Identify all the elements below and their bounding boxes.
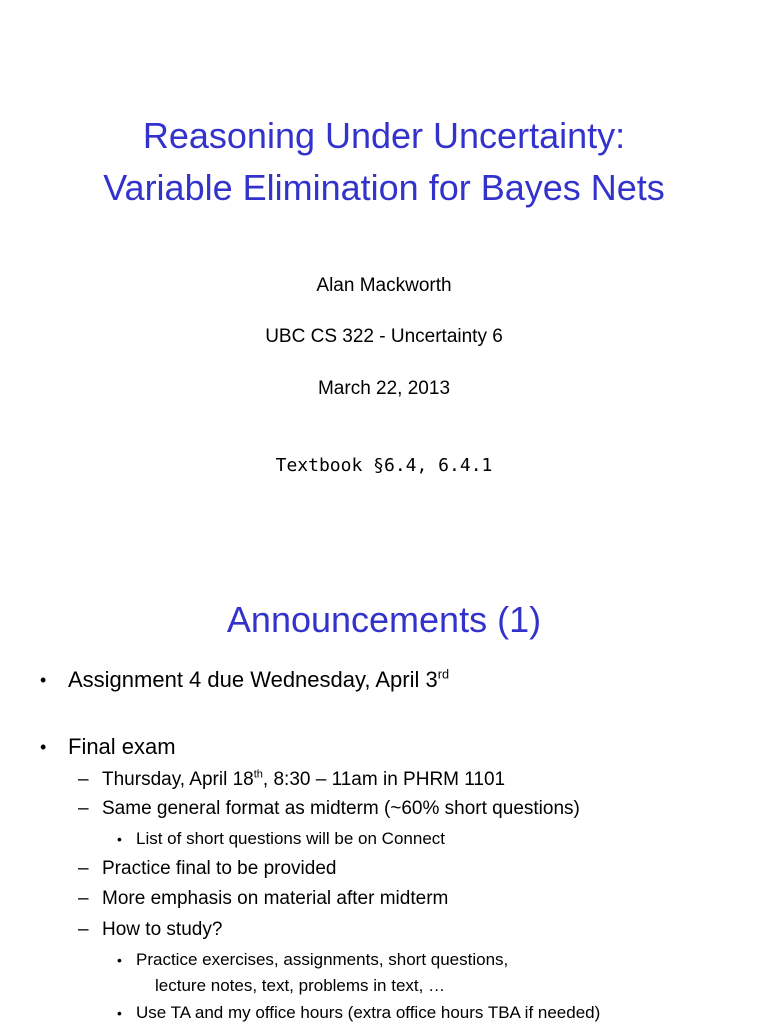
sub-sub-item-text: List of short questions will be on Connect <box>136 829 446 848</box>
announcements-slide <box>0 540 768 1024</box>
bullet-icon: • <box>117 952 122 968</box>
slide-title-line-1: Reasoning Under Uncertainty: <box>142 115 626 156</box>
bullet-icon: • <box>40 737 47 757</box>
bullet-icon: • <box>117 1005 122 1021</box>
bullet-icon: • <box>40 670 47 690</box>
bullet-icon: • <box>117 831 122 847</box>
dash-icon: – <box>78 769 89 790</box>
ordinal-suffix: th <box>253 768 263 781</box>
dash-icon: – <box>78 888 89 909</box>
sub-item-text: How to study? <box>102 919 223 940</box>
sub-item-text: Same general format as midterm (~60% short questions) <box>102 798 580 819</box>
sub-item-text: More emphasis on material after midterm <box>102 888 449 909</box>
dash-icon: – <box>78 858 89 879</box>
course-name: UBC CS 322 - Uncertainty 6 <box>265 326 503 347</box>
sub-sub-item-text: Practice exercises, assignments, short questions, <box>136 950 509 969</box>
author-name: Alan Mackworth <box>316 275 452 296</box>
slide-title-line-2: Variable Elimination for Bayes Nets <box>103 167 665 208</box>
list-item-text: Final exam <box>68 734 176 759</box>
sub-item-text: Thursday, April 18th, 8:30 – 11am in PHRM 1101 <box>102 768 506 790</box>
sub-sub-item-continuation-text: lecture notes, text, problems in text, … <box>155 976 446 995</box>
dash-icon: – <box>78 919 89 940</box>
sub-item-text: Practice final to be provided <box>102 858 337 879</box>
sub-sub-item-text: Use TA and my office hours (extra office hours TBA if needed) <box>136 1003 601 1022</box>
list-item-text: Assignment 4 due Wednesday, April 3rd <box>68 666 450 692</box>
announcements-title: Announcements (1) <box>226 599 542 640</box>
textbook-reference: Textbook §6.4, 6.4.1 <box>275 455 493 476</box>
lecture-date: March 22, 2013 <box>317 378 451 399</box>
dash-icon: – <box>78 798 89 819</box>
ordinal-suffix: rd <box>437 666 450 682</box>
